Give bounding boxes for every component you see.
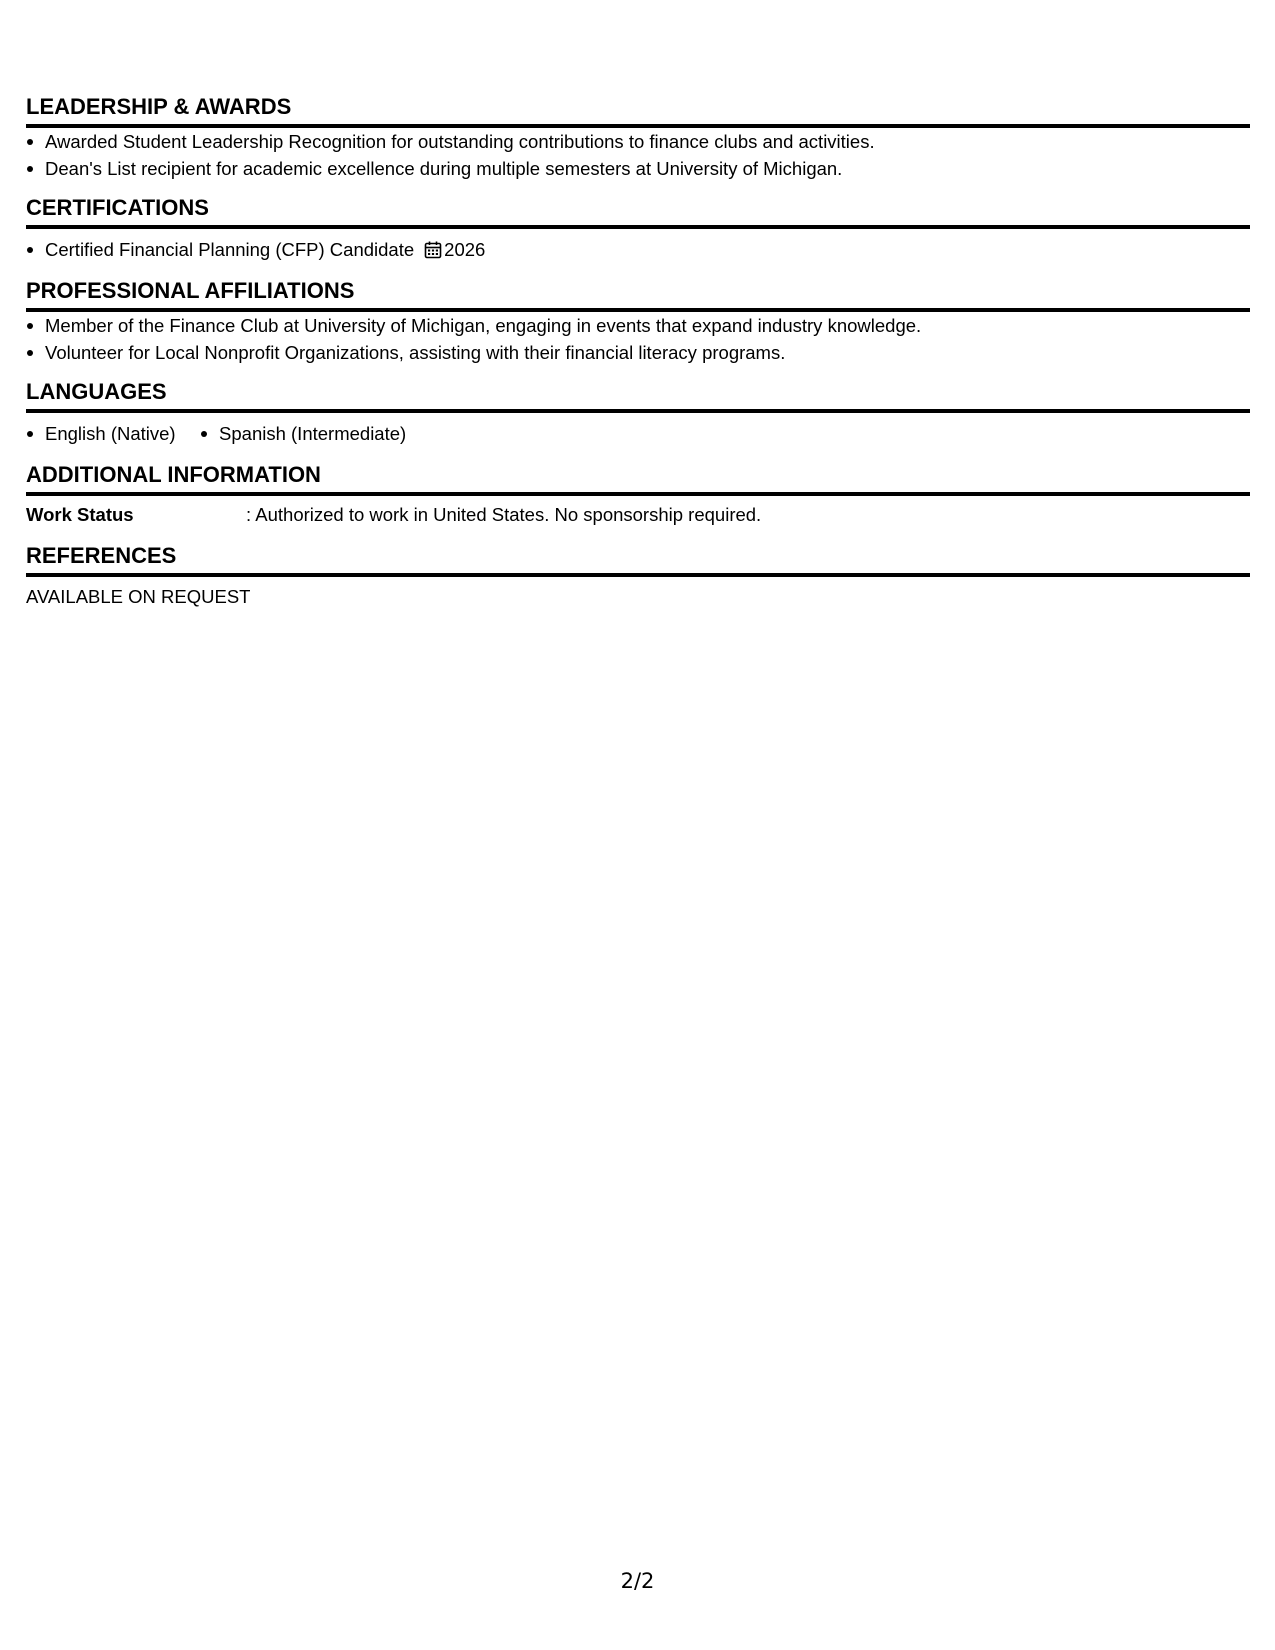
- calendar-icon: [424, 239, 442, 257]
- section-heading: PROFESSIONAL AFFILIATIONS: [26, 278, 1250, 312]
- list-item: Dean's List recipient for academic excellence during multiple semesters at University of Michigan.: [26, 155, 1250, 182]
- section-leadership-awards: [26, 94, 1250, 195]
- affiliations-list: [26, 312, 1250, 366]
- list-item: Volunteer for Local Nonprofit Organizations, assisting with their financial literacy programs.: [26, 339, 1250, 366]
- work-status-row: [26, 496, 1250, 528]
- awards-list: [26, 128, 1250, 182]
- section-heading: LEADERSHIP & AWARDS: [26, 94, 1250, 128]
- language-item: Spanish (Intermediate): [200, 420, 406, 447]
- section-heading: CERTIFICATIONS: [26, 195, 1250, 229]
- list-item: [26, 236, 1250, 263]
- certification-year: 2026: [444, 239, 486, 260]
- page-number: 2/2: [620, 1569, 655, 1593]
- references-text: AVAILABLE ON REQUEST: [26, 586, 251, 607]
- section-languages: [26, 379, 1250, 462]
- section-heading: REFERENCES: [26, 543, 1250, 577]
- section-additional-information: [26, 462, 1250, 543]
- list-item: Member of the Finance Club at University of Michigan, engaging in events that expand industry knowledge.: [26, 312, 1250, 339]
- languages-list: [26, 413, 1250, 447]
- language-item: English (Native): [26, 420, 176, 447]
- section-heading: ADDITIONAL INFORMATION: [26, 462, 1250, 496]
- section-references: [26, 543, 1250, 610]
- certification-name: Certified Financial Planning (CFP) Candidate: [45, 239, 415, 260]
- section-certifications: [26, 195, 1250, 278]
- work-status-label: Work Status: [26, 504, 134, 525]
- section-heading: LANGUAGES: [26, 379, 1250, 413]
- list-item: Awarded Student Leadership Recognition for outstanding contributions to finance clubs and activities.: [26, 128, 1250, 155]
- section-professional-affiliations: [26, 278, 1250, 379]
- work-status-value: : Authorized to work in United States. No sponsorship required.: [246, 504, 762, 525]
- resume-page: [26, 94, 1250, 610]
- certifications-list: [26, 229, 1250, 263]
